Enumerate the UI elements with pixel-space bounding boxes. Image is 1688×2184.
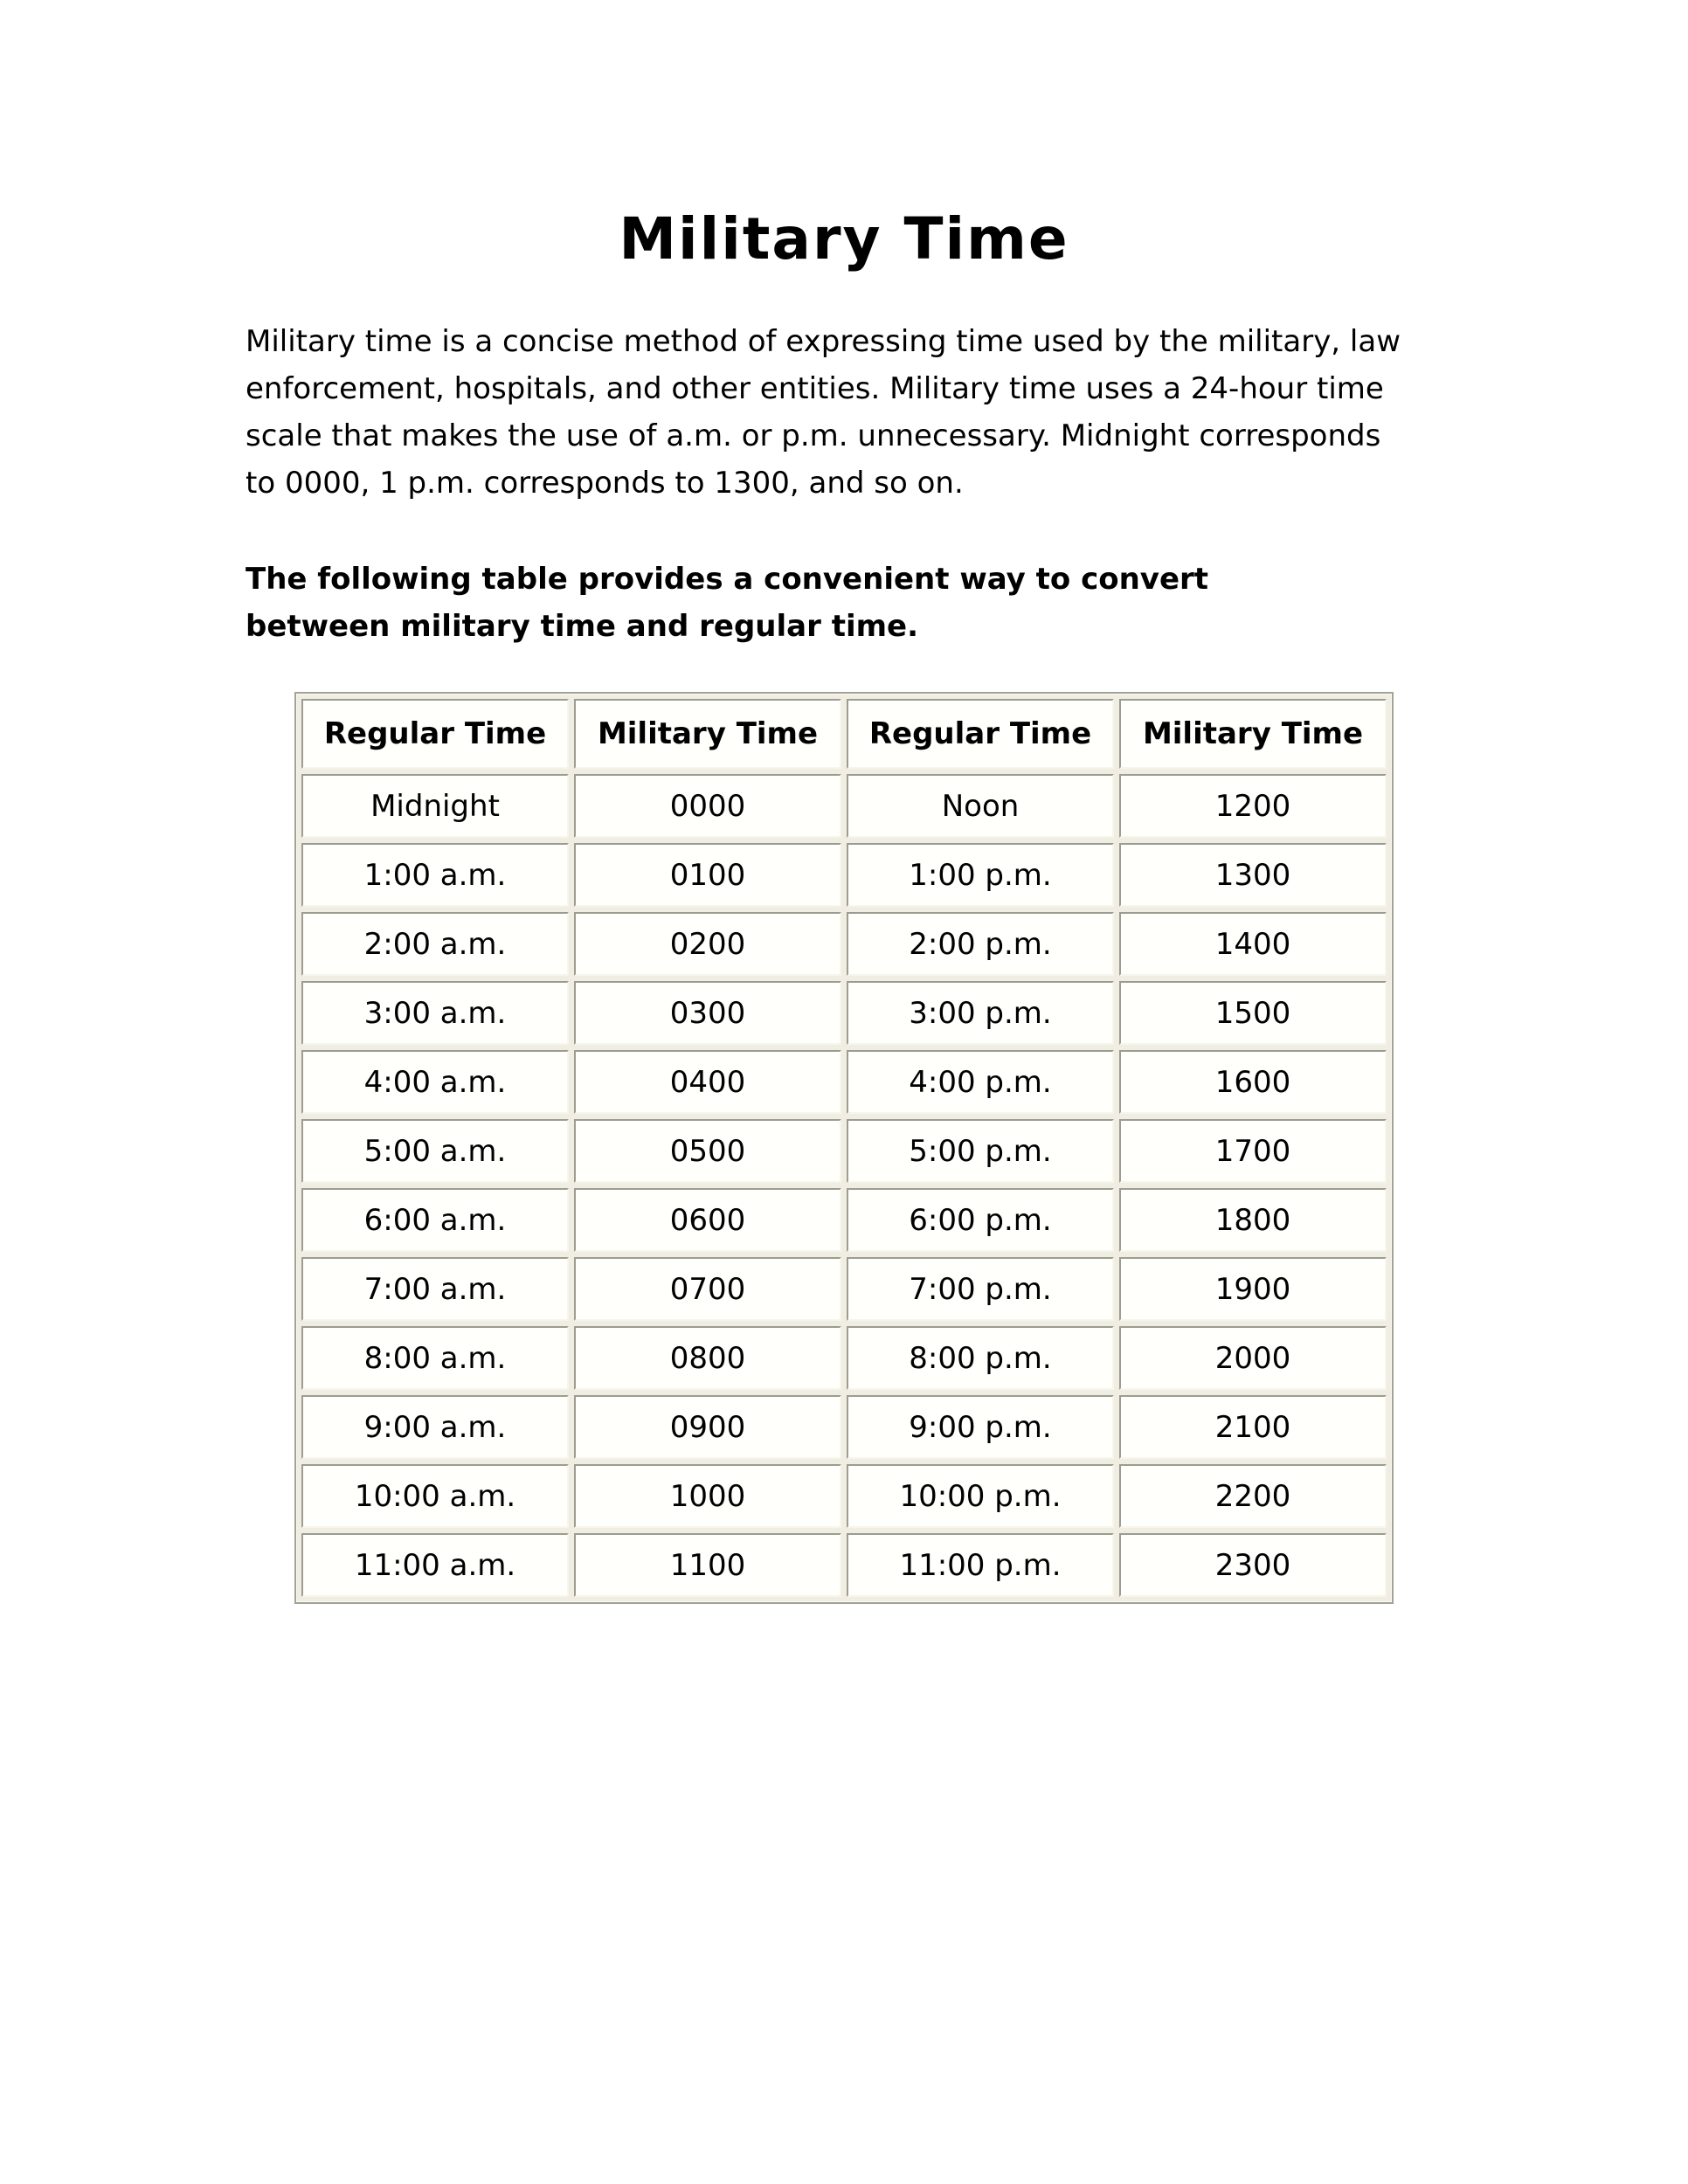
table-cell: 0000: [574, 774, 841, 838]
table-cell: 0700: [574, 1257, 841, 1321]
table-cell: 3:00 p.m.: [847, 981, 1114, 1045]
table-cell: Noon: [847, 774, 1114, 838]
table-cell: 2300: [1119, 1533, 1387, 1597]
table-cell: 0300: [574, 981, 841, 1045]
table-cell: 6:00 a.m.: [301, 1188, 569, 1252]
table-cell: 1100: [574, 1533, 841, 1597]
table-cell: 1900: [1119, 1257, 1387, 1321]
table-cell: 0400: [574, 1050, 841, 1114]
header-cell: Military Time: [574, 699, 841, 769]
table-cell: 10:00 p.m.: [847, 1464, 1114, 1528]
page-title: Military Time: [619, 205, 1069, 273]
table-cell: 1:00 p.m.: [847, 843, 1114, 907]
table-cell: 2200: [1119, 1464, 1387, 1528]
table-cell: 3:00 a.m.: [301, 981, 569, 1045]
table-header-row: [301, 699, 1387, 769]
table-cell: 10:00 a.m.: [301, 1464, 569, 1528]
table-intro-paragraph: The following table provides a convenient way to convert between military time and regular time.: [246, 562, 1209, 644]
table-row: [301, 1119, 1387, 1183]
table-cell: 0500: [574, 1119, 841, 1183]
table-cell: 1700: [1119, 1119, 1387, 1183]
table-cell: 5:00 p.m.: [847, 1119, 1114, 1183]
table-row: [301, 843, 1387, 907]
table-cell: 5:00 a.m.: [301, 1119, 569, 1183]
table-cell: 1:00 a.m.: [301, 843, 569, 907]
header-cell: Regular Time: [301, 699, 569, 769]
table-cell: 9:00 a.m.: [301, 1395, 569, 1459]
table-cell: 1500: [1119, 981, 1387, 1045]
table-row: [301, 1188, 1387, 1252]
table-cell: 7:00 a.m.: [301, 1257, 569, 1321]
table-row: [301, 1533, 1387, 1597]
table-cell: 8:00 p.m.: [847, 1326, 1114, 1390]
table-cell: 1800: [1119, 1188, 1387, 1252]
table-row: [301, 699, 1387, 769]
table-row: [301, 1395, 1387, 1459]
table-body: [301, 774, 1387, 1597]
table-cell: 6:00 p.m.: [847, 1188, 1114, 1252]
table-cell: 8:00 a.m.: [301, 1326, 569, 1390]
table-cell: 1400: [1119, 912, 1387, 976]
intro-paragraph: Military time is a concise method of expressing time used by the military, law enforcement, hospitals, and other entities. Military time uses a 24-hour time scale that makes the use of a.m. or p.m. unnecessary. Midnight corresponds to 0000, 1 p.m. corresponds to 1300, and so on.: [246, 324, 1401, 501]
table-cell: 1200: [1119, 774, 1387, 838]
header-cell: Regular Time: [847, 699, 1114, 769]
table-row: [301, 1050, 1387, 1114]
table-cell: 4:00 a.m.: [301, 1050, 569, 1114]
table-row: [301, 912, 1387, 976]
table-row: [301, 774, 1387, 838]
table-cell: 2:00 a.m.: [301, 912, 569, 976]
table-cell: 7:00 p.m.: [847, 1257, 1114, 1321]
table-row: [301, 981, 1387, 1045]
table-cell: 1600: [1119, 1050, 1387, 1114]
table-row: [301, 1257, 1387, 1321]
table-row: [301, 1464, 1387, 1528]
table-cell: 0900: [574, 1395, 841, 1459]
table-cell: 11:00 p.m.: [847, 1533, 1114, 1597]
table-cell: 11:00 a.m.: [301, 1533, 569, 1597]
table-cell: 0200: [574, 912, 841, 976]
table-cell: 2100: [1119, 1395, 1387, 1459]
table-cell: 0600: [574, 1188, 841, 1252]
table-cell: 1300: [1119, 843, 1387, 907]
table-cell: 1000: [574, 1464, 841, 1528]
table-row: [301, 1326, 1387, 1390]
table-cell: 0800: [574, 1326, 841, 1390]
table-cell: 2:00 p.m.: [847, 912, 1114, 976]
time-conversion-table: [294, 692, 1394, 1604]
table-cell: 0100: [574, 843, 841, 907]
table-cell: 2000: [1119, 1326, 1387, 1390]
table-cell: 9:00 p.m.: [847, 1395, 1114, 1459]
header-cell: Military Time: [1119, 699, 1387, 769]
table-cell: 4:00 p.m.: [847, 1050, 1114, 1114]
table-cell: Midnight: [301, 774, 569, 838]
